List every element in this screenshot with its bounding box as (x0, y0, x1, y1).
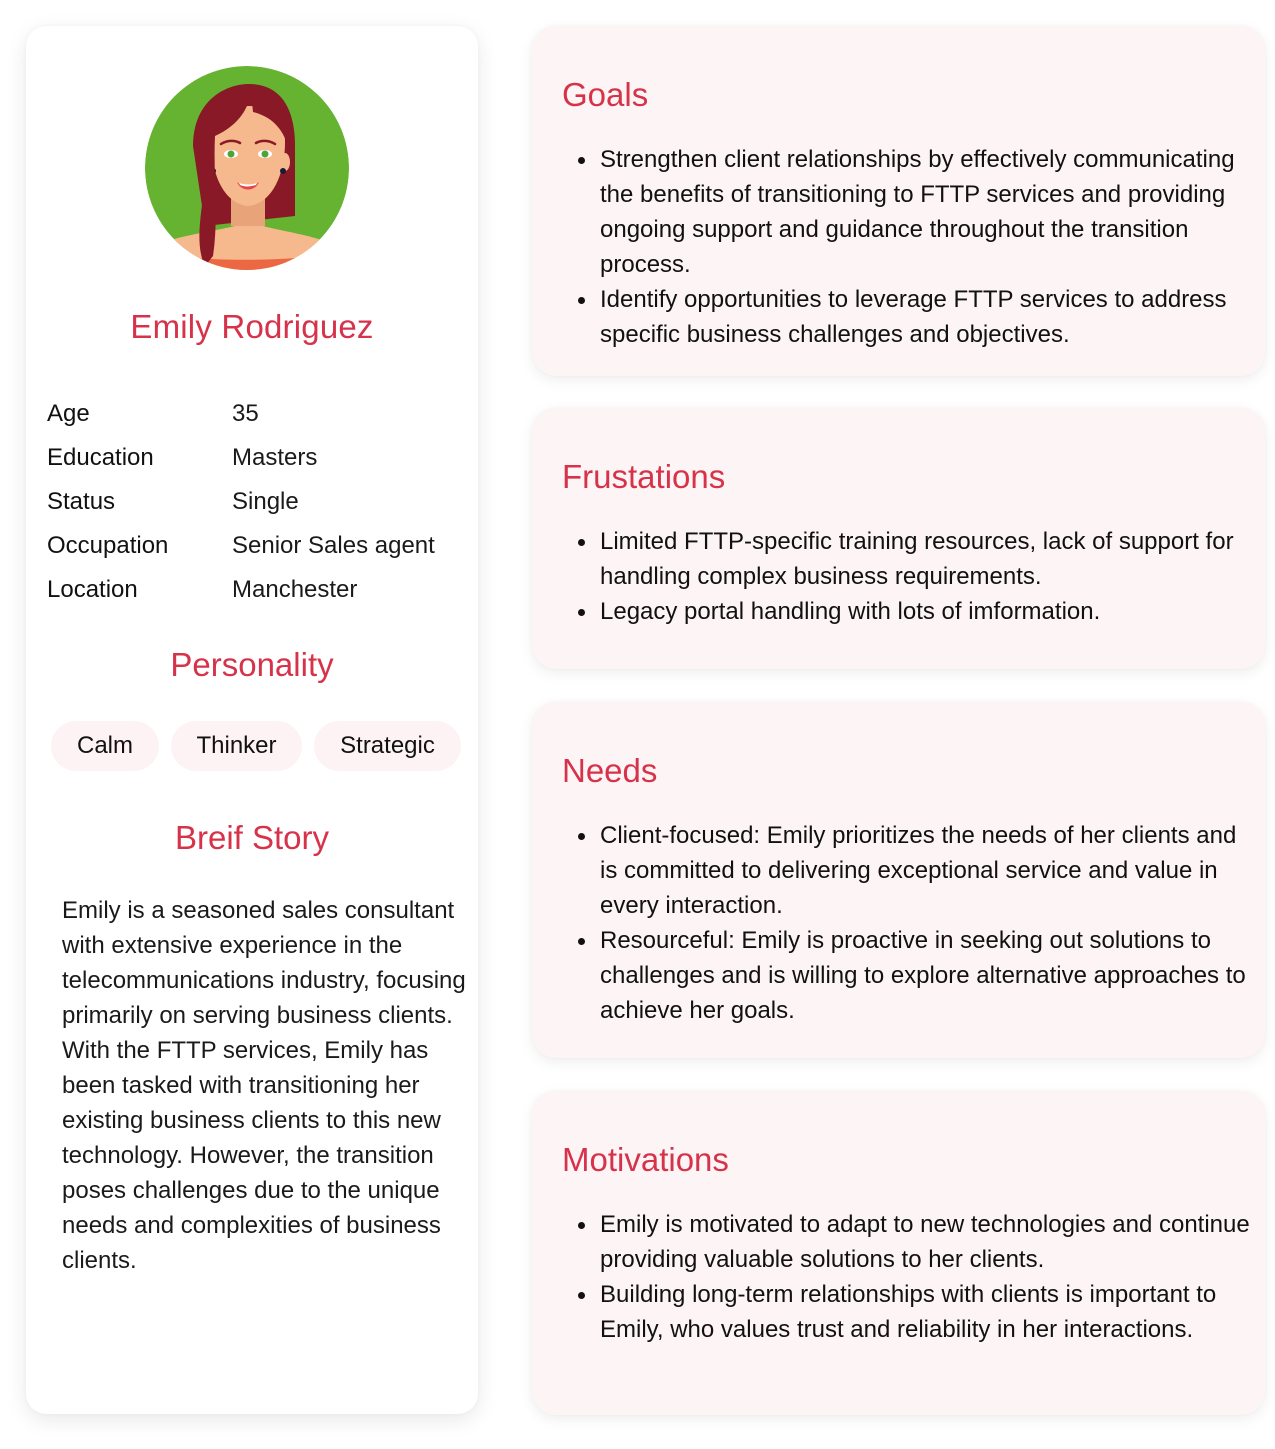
list-item: Limited FTTP-specific training resources, lack of support for handling complex business requirements. (600, 524, 1250, 594)
avatar (145, 66, 349, 270)
detail-label: Status (47, 488, 116, 515)
frustrations-list (600, 524, 1250, 629)
motivations-list (600, 1207, 1250, 1347)
detail-value: Masters (232, 444, 318, 471)
needs-title: Needs (562, 752, 658, 789)
detail-label: Education (47, 444, 154, 471)
story-title: Breif Story (174, 819, 330, 856)
woman-avatar-icon (145, 66, 349, 270)
detail-row-age (47, 392, 467, 436)
details-list (47, 392, 467, 612)
detail-value: Manchester (232, 576, 358, 603)
list-item: Building long-term relationships with clients is important to Emily, who values trust and reliability in her interactions. (600, 1277, 1250, 1347)
detail-label: Location (47, 576, 138, 603)
detail-row-education (47, 436, 467, 480)
list-item: Emily is motivated to adapt to new technologies and continue providing valuable solutions to her clients. (600, 1207, 1250, 1277)
persona-name: Emily Rodriguez (130, 308, 374, 345)
personality-tags (51, 721, 461, 771)
detail-row-location (47, 568, 467, 612)
list-item: Client-focused: Emily prioritizes the needs of her clients and is committed to delivering exceptional service and value in every interaction. (600, 818, 1250, 923)
profile-card (26, 26, 478, 1414)
motivations-title: Motivations (562, 1141, 729, 1178)
personality-title: Personality (170, 646, 334, 683)
needs-list (600, 818, 1250, 1028)
personality-tag: Strategic (314, 721, 461, 771)
goals-list (600, 142, 1250, 352)
list-item: Strengthen client relationships by effectively communicating the benefits of transitioning to FTTP services and providing ongoing support and guidance throughout the transition process. (600, 142, 1250, 282)
goals-card (532, 26, 1265, 376)
detail-label: Age (47, 400, 90, 427)
frustrations-title: Frustations (562, 458, 726, 495)
list-item: Resourceful: Emily is proactive in seeking out solutions to challenges and is willing to explore alternative approaches to achieve her goals. (600, 923, 1250, 1028)
detail-row-occupation (47, 524, 467, 568)
list-item: Legacy portal handling with lots of imformation. (600, 594, 1250, 629)
list-item: Identify opportunities to leverage FTTP services to address specific business challenges and objectives. (600, 282, 1250, 352)
personality-tag: Calm (51, 721, 159, 771)
detail-row-status (47, 480, 467, 524)
detail-value: 35 (232, 400, 259, 427)
frustrations-card (532, 408, 1265, 669)
detail-value: Senior Sales agent (232, 532, 435, 559)
goals-title: Goals (562, 76, 649, 113)
detail-label: Occupation (47, 532, 169, 559)
story-text: Emily is a seasoned sales consultant with extensive experience in the telecommunications industry, focusing primarily on serving business clients. With the FTTP services, Emily has been tasked with transitioning her existing business clients to this new technology. However, the transition poses challenges due to the unique needs and complexities of business clients. (62, 897, 466, 1274)
motivations-card (532, 1091, 1265, 1415)
detail-value: Single (232, 488, 299, 515)
personality-tag: Thinker (171, 721, 302, 771)
needs-card (532, 702, 1265, 1058)
